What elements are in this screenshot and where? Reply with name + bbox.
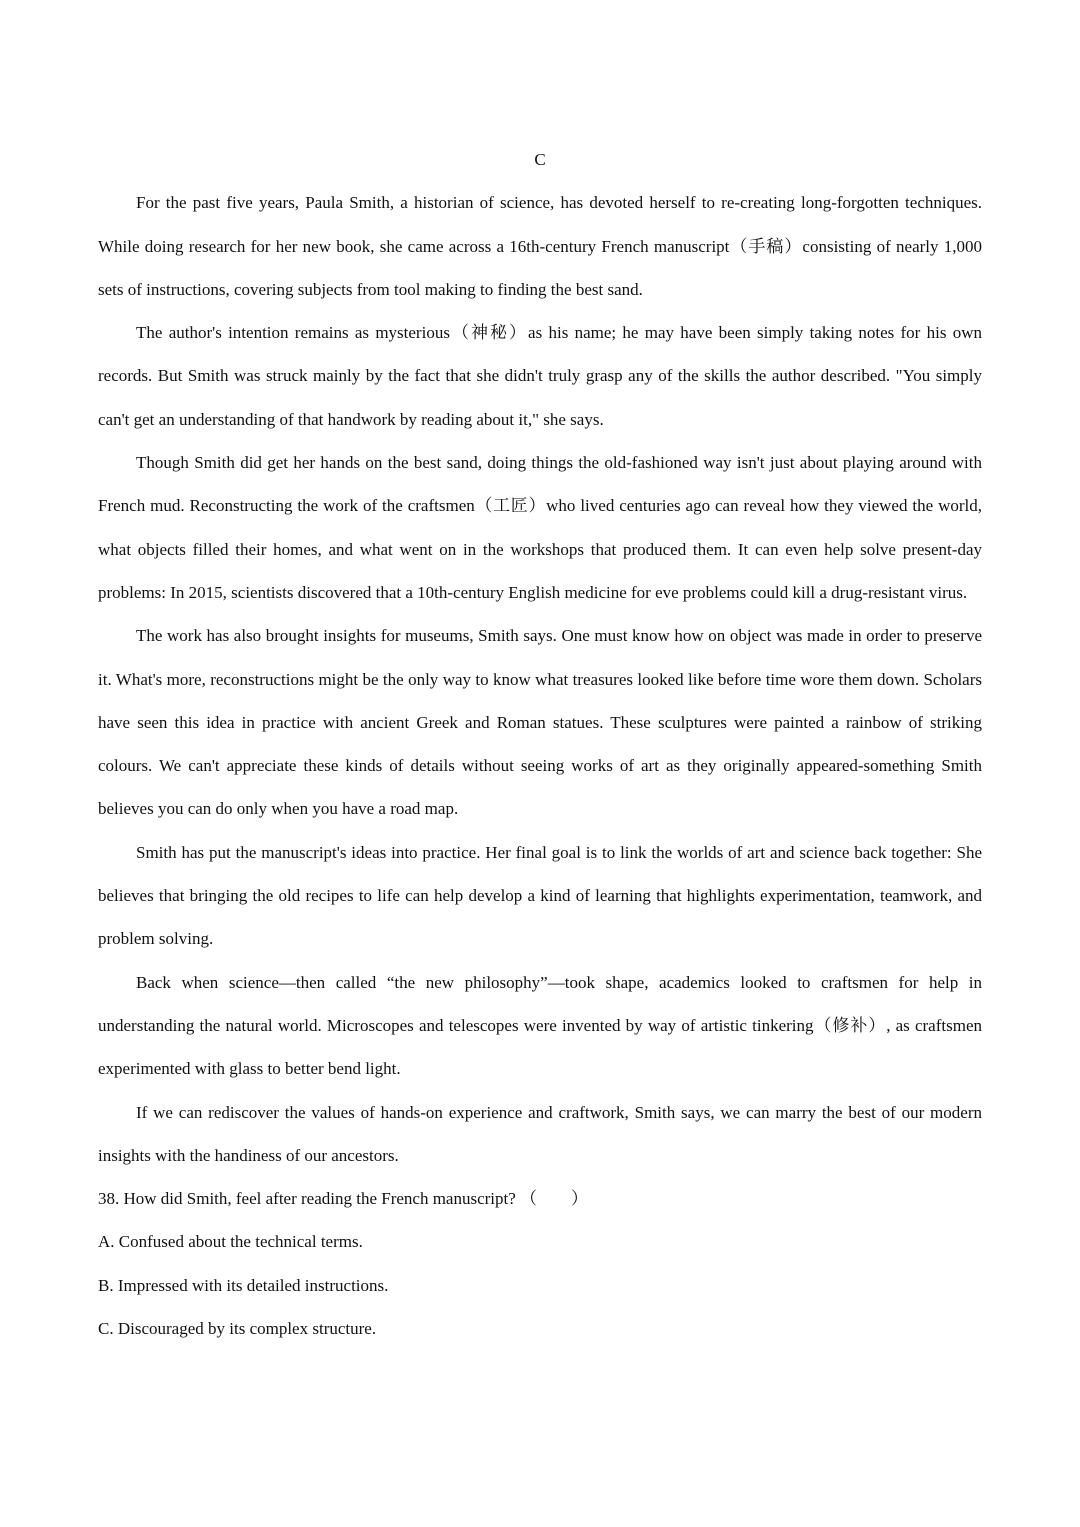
- passage-paragraph-7: If we can rediscover the values of hands-on experience and craftwork, Smith says, we can marry the best of our modern insights with the handiness of our ancestors.: [98, 1102, 982, 1165]
- question-38-option-b: B. Impressed with its detailed instructions.: [98, 1275, 389, 1295]
- passage-paragraph-5: Smith has put the manuscript's ideas into practice. Her final goal is to link the worlds of art and science back together: She believes that bringing the old recipes to life can help develop a kind of learning that highlights experimentation, teamwork, and problem solving.: [98, 842, 982, 949]
- question-38-stem: 38. How did Smith, feel after reading the French manuscript? （ ）: [98, 1189, 589, 1209]
- reading-passage-c: [98, 138, 982, 1350]
- section-heading: C: [534, 150, 546, 169]
- passage-paragraph-1: For the past five years, Paula Smith, a historian of science, has devoted herself to re-creating long-forgotten techniques. While doing research for her new book, she came across a 16th-century French manuscript（手稿）consisting of nearly 1,000 sets of instructions, covering subjects from tool making to finding the best sand.: [98, 193, 982, 299]
- question-38-option-a: A. Confused about the technical terms.: [98, 1232, 363, 1252]
- question-38-option-c: C. Discouraged by its complex structure.: [98, 1319, 377, 1339]
- passage-paragraph-2: The author's intention remains as mysterious（神秘）as his name; he may have been simply taking notes for his own records. But Smith was struck mainly by the fact that she didn't truly grasp any of the skills the author described. "You simply can't get an understanding of that handwork by reading about it," she says.: [98, 323, 982, 429]
- passage-paragraph-3: Though Smith did get her hands on the best sand, doing things the old-fashioned way isn't just about playing around with French mud. Reconstructing the work of the craftsmen（工匠）who lived centuries ago can reveal how they viewed the world, what objects filled their homes, and what went on in the workshops that produced them. It can even help solve present-day problems: In 2015, scientists discovered that a 10th-century English medicine for eve problems could kill a drug-resistant virus.: [98, 453, 982, 602]
- passage-paragraph-6: Back when science—then called “the new philosophy”—took shape, academics looked to craftsmen for help in understanding the natural world. Microscopes and telescopes were invented by way of artistic tinkering（修补）, as craftsmen experimented with glass to better bend light.: [98, 972, 982, 1079]
- passage-paragraph-4: The work has also brought insights for museums, Smith says. One must know how on object was made in order to preserve it. What's more, reconstructions might be the only way to know what treasures looked like before time wore them down. Scholars have seen this idea in practice with ancient Greek and Roman statues. These sculptures were painted a rainbow of striking colours. We can't appreciate these kinds of details without seeing works of art as they originally appeared-something Smith believes you can do only when you have a road map.: [98, 626, 982, 819]
